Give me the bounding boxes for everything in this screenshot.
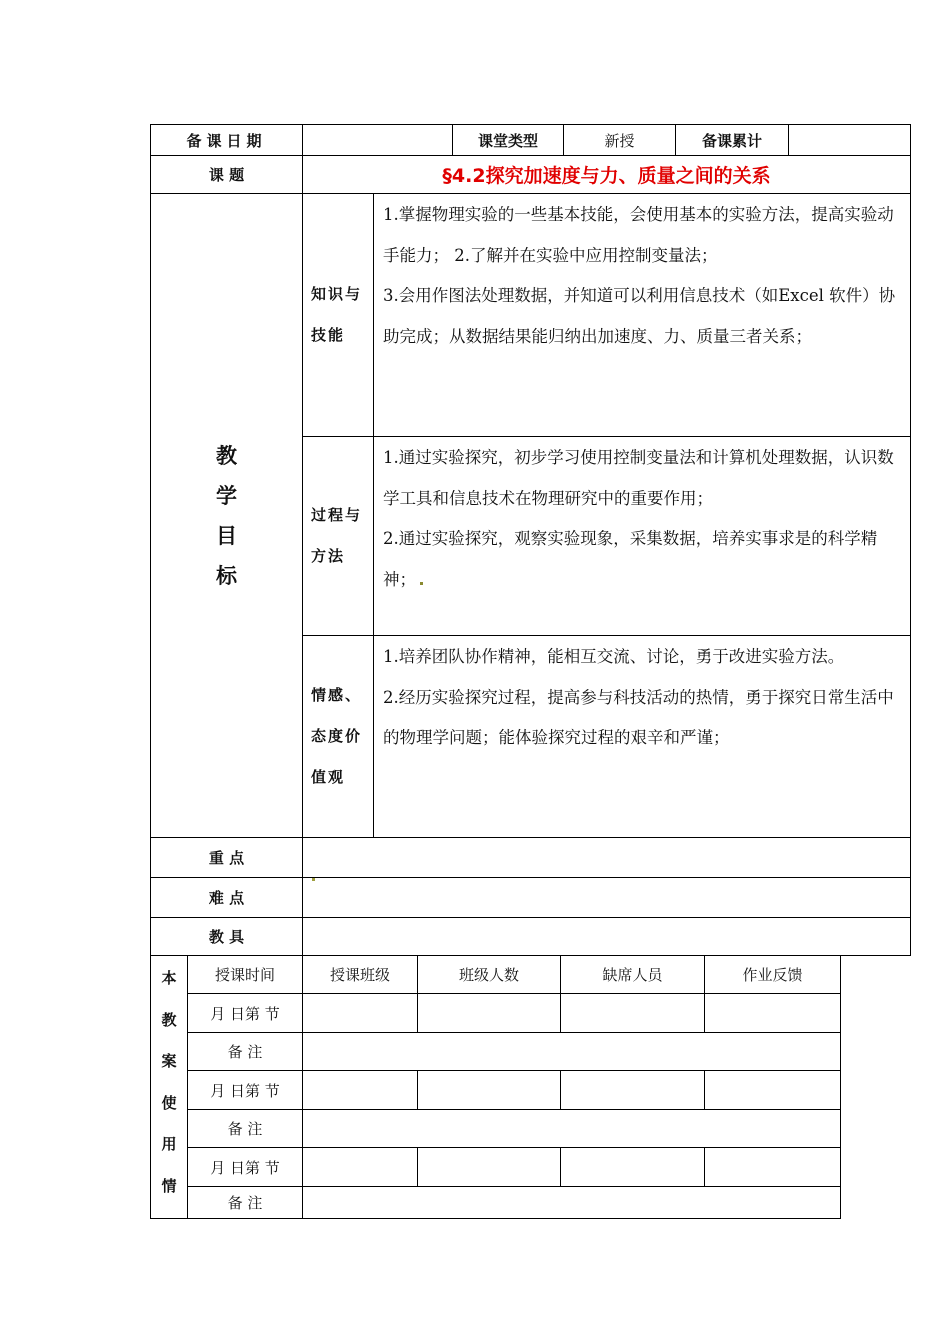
topic-title: §4.2探究加速度与力、质量之间的关系 xyxy=(303,156,911,194)
stray-dot xyxy=(312,878,315,881)
label-line: 过程与 xyxy=(311,506,363,524)
goals-char: 教 xyxy=(216,443,237,468)
class-type-value: 新授 xyxy=(564,125,676,156)
teaching-goals-label xyxy=(151,194,303,838)
column-header: 作业反馈 xyxy=(705,956,841,994)
tools-label: 教 具 xyxy=(151,918,303,956)
goal-paragraph: 1.掌握物理实验的一些基本技能，会使用基本的实验方法，提高实验动手能力； 2.了解并在实验中应用控制变量法； xyxy=(383,205,894,265)
feedback-cell[interactable] xyxy=(705,1148,841,1187)
key-point-label: 重 点 xyxy=(151,838,303,878)
goals-char: 标 xyxy=(216,563,237,588)
remark-value[interactable] xyxy=(303,1110,841,1148)
prep-date-value[interactable] xyxy=(303,125,453,156)
label-line: 方法 xyxy=(311,547,346,565)
remark-label: 备 注 xyxy=(188,1033,303,1071)
class-cell[interactable] xyxy=(303,994,418,1033)
column-header: 班级人数 xyxy=(418,956,561,994)
label-line: 知识与 xyxy=(311,285,363,303)
class-cell[interactable] xyxy=(303,1071,418,1110)
label-line: 态度价 xyxy=(311,727,363,745)
usage-table xyxy=(150,955,841,1219)
feedback-cell[interactable] xyxy=(705,1071,841,1110)
absent-cell[interactable] xyxy=(561,1071,705,1110)
emotion-values-content xyxy=(374,636,911,838)
lesson-plan-table xyxy=(150,124,911,956)
column-header: 授课时间 xyxy=(188,956,303,994)
side-char: 情 xyxy=(161,1176,177,1195)
tools-value[interactable] xyxy=(303,918,911,956)
label-line: 技能 xyxy=(311,326,346,344)
difficulty-value[interactable] xyxy=(303,878,911,918)
emotion-values-label xyxy=(303,636,374,838)
remark-value[interactable] xyxy=(303,1187,841,1219)
key-point-value[interactable] xyxy=(303,838,911,878)
count-cell[interactable] xyxy=(418,994,561,1033)
difficulty-label: 难 点 xyxy=(151,878,303,918)
goals-char: 目 xyxy=(216,523,237,548)
knowledge-skills-content xyxy=(374,194,911,437)
date-cell: 月 日第 节 xyxy=(188,1148,303,1187)
feedback-cell[interactable] xyxy=(705,994,841,1033)
knowledge-skills-label xyxy=(303,194,374,437)
process-methods-content xyxy=(374,437,911,636)
topic-label: 课 题 xyxy=(151,156,303,194)
side-char: 本 xyxy=(161,969,177,987)
date-cell: 月 日第 节 xyxy=(188,1071,303,1110)
date-cell: 月 日第 节 xyxy=(188,994,303,1033)
count-cell[interactable] xyxy=(418,1148,561,1187)
prep-date-label: 备课日期 xyxy=(151,125,303,156)
column-header: 缺席人员 xyxy=(561,956,705,994)
remark-value[interactable] xyxy=(303,1033,841,1071)
goal-paragraph: 2.通过实验探究，观察实验现象，采集数据，培养实事求是的科学精神； xyxy=(383,529,878,589)
remark-label: 备 注 xyxy=(188,1187,303,1219)
prep-total-value[interactable] xyxy=(789,125,911,156)
absent-cell[interactable] xyxy=(561,994,705,1033)
label-line: 情感、 xyxy=(311,686,363,704)
label-line: 值观 xyxy=(311,768,346,786)
absent-cell[interactable] xyxy=(561,1148,705,1187)
side-char: 用 xyxy=(161,1135,177,1153)
column-header: 授课班级 xyxy=(303,956,418,994)
side-char: 使 xyxy=(161,1093,177,1112)
side-char: 案 xyxy=(161,1052,177,1070)
goal-paragraph: 2.经历实验探究过程，提高参与科技活动的热情，勇于探究日常生活中的物理学问题；能体验探究过程的艰辛和严谨； xyxy=(383,687,894,747)
goal-paragraph: 1.培养团队协作精神，能相互交流、讨论，勇于改进实验方法。 xyxy=(383,647,845,666)
remark-label: 备 注 xyxy=(188,1110,303,1148)
count-cell[interactable] xyxy=(418,1071,561,1110)
goals-char: 学 xyxy=(216,483,237,508)
process-methods-label xyxy=(303,437,374,636)
class-cell[interactable] xyxy=(303,1148,418,1187)
usage-side-label xyxy=(151,956,188,1219)
prep-total-label: 备课累计 xyxy=(676,125,789,156)
side-char: 教 xyxy=(161,1010,177,1029)
goal-paragraph: 1.通过实验探究，初步学习使用控制变量法和计算机处理数据，认识数学工具和信息技术在物理研究中的重要作用； xyxy=(383,448,894,508)
goal-paragraph: 3.会用作图法处理数据，并知道可以利用信息技术（如Excel 软件）协助完成；从数据结果能归纳出加速度、力、质量三者关系； xyxy=(383,286,896,346)
class-type-label: 课堂类型 xyxy=(453,125,564,156)
